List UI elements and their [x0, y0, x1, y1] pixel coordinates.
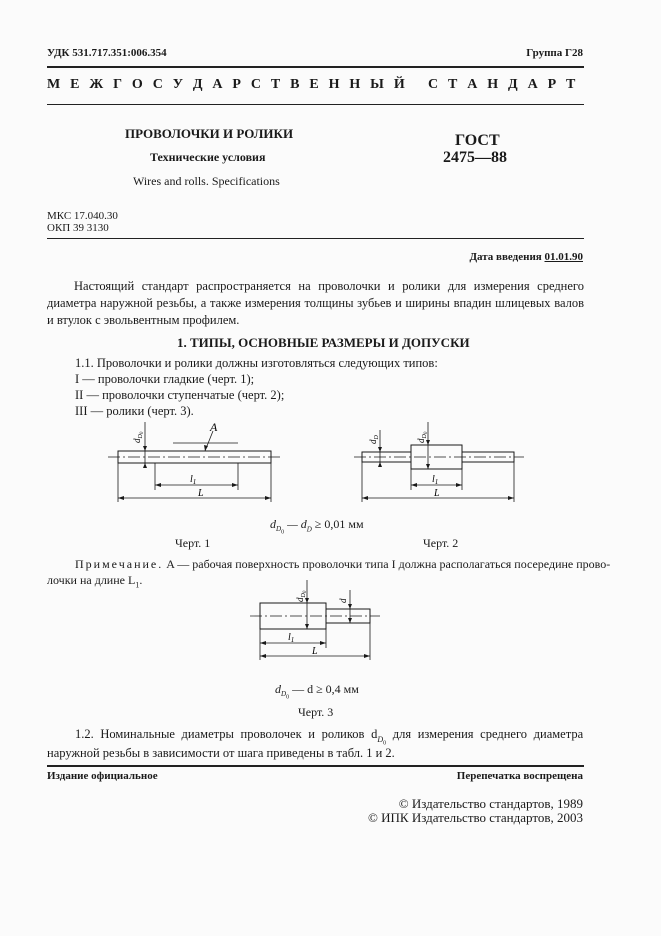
drawing2-dD-label: $d_D$: [368, 435, 380, 444]
drawing3-l-label: L: [312, 646, 318, 657]
okp-code: ОКП 39 3130: [47, 222, 109, 234]
drawing3-d-label: d: [338, 598, 348, 603]
official-edition: Издание официальное: [47, 770, 158, 782]
section1-heading: 1. ТИПЫ, ОСНОВНЫЕ РАЗМЕРЫ И ДОПУСКИ: [177, 335, 470, 350]
type-i: I — проволочки гладкие (черт. 1);: [75, 372, 255, 386]
doc-title: ПРОВОЛОЧКИ И РОЛИКИ: [125, 126, 294, 141]
copyright-1989: © Издательство стандартов, 1989: [398, 796, 583, 811]
drawing3-l1-label: $l_1$: [288, 632, 295, 644]
note-line-2: лочки на длине $L_1$.: [47, 573, 143, 590]
copyright-2003: © ИПК Издательство стандартов, 2003: [368, 810, 583, 825]
intro-date-label: Дата введения: [469, 251, 542, 263]
caption-drawing-2: Черт. 2: [423, 536, 459, 550]
standard-banner: М Е Ж Г О С У Д А Р С Т В Е Н Н Ы Й С Т А Н Д А Р Т: [47, 77, 579, 92]
udk-code: УДК 531.717.351:006.354: [47, 47, 167, 59]
drawing1-a-label: A: [210, 420, 218, 434]
gost-number: 2475—88: [443, 149, 507, 166]
drawing1-dD0-label: $d_D0$: [132, 431, 145, 443]
drawing1-l-label: L: [198, 488, 204, 499]
footer-rule: [47, 765, 584, 767]
reprint-prohibited: Перепечатка воспрещена: [456, 770, 583, 782]
formula-drawings-1-2: $d_{D_0}$ — $d_D \ge 0,01$ мм: [270, 517, 364, 536]
caption-drawing-1: Черт. 1: [175, 536, 211, 550]
drawing3-dD0-label: $d_D0$: [295, 590, 308, 602]
formula-drawing-3: $d_{D_0}$ — d ≥ 0,4 мм: [275, 682, 359, 701]
doc-subtitle: Технические условия: [150, 150, 266, 164]
caption-drawing-3: Черт. 3: [298, 705, 334, 719]
drawing2-l1-label: $l_1$: [432, 474, 439, 486]
p12-line-2: наружной резьбы в зависимости от шага приведены в табл. 1 и 2.: [47, 746, 395, 760]
intro-date-value: 01.01.90: [544, 251, 583, 263]
group-code: Группа Г28: [526, 47, 583, 59]
p12-line-1: 1.2. Номинальные диаметры проволочек и роликов $d_{D_0}$ для измерения среднего диаметра: [75, 727, 584, 747]
type-iii: III — ролики (черт. 3).: [75, 404, 194, 418]
note-line-1: Примечание. A — рабочая поверхность проволочки типа I должна располагаться посередине прово-: [75, 557, 611, 571]
doc-english-title: Wires and rolls. Specifications: [133, 174, 280, 188]
section1-p11: 1.1. Проволочки и ролики должны изготовляться следующих типов:: [75, 356, 438, 370]
intro-paragraph: Настоящий стандарт распространяется на проволочки и ролики для измерения среднего диаметра наружной резьбы, а также измерения толщины зубьев и ширины впадин шлицевых валов и втулок с эвольвентным профилем.: [47, 279, 584, 327]
note-label: Примечание.: [75, 557, 164, 571]
mks-code: МКС 17.040.30: [47, 210, 118, 222]
drawing1-l1-label: $l_1$: [190, 474, 197, 486]
drawing2-l-label: L: [434, 488, 440, 499]
type-ii: II — проволочки ступенчатые (черт. 2);: [75, 388, 285, 402]
drawing2-dD0-label: $d_D0$: [416, 431, 429, 443]
gost-label: ГОСТ: [455, 132, 500, 149]
